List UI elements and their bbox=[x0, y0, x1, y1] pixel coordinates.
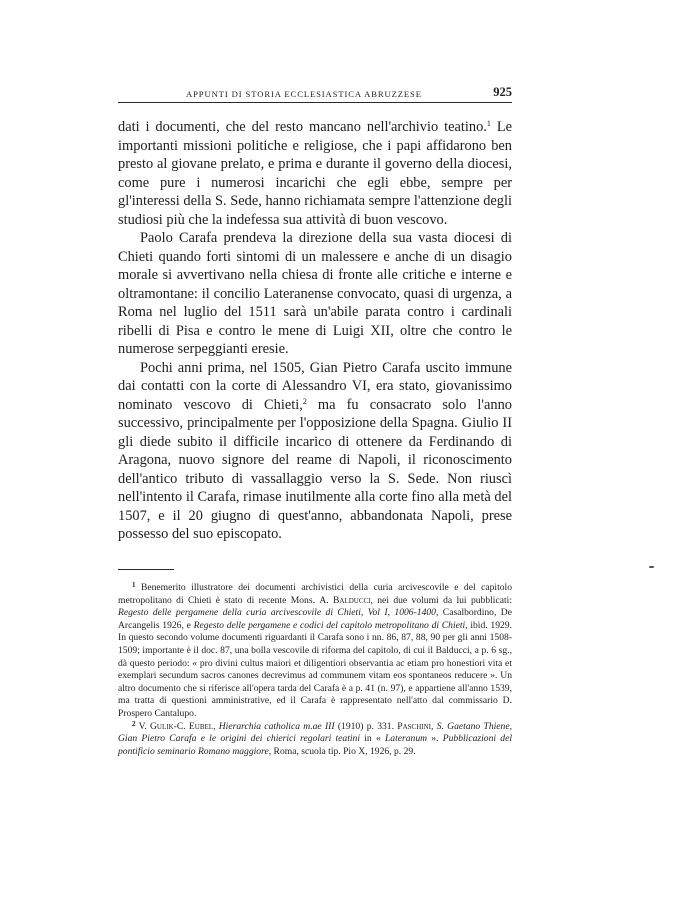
footnote-1-text: Benemerito illustratore dei documenti archivistici della curia arcivescovile e del capitolo metropolitano di Chieti è stato di recente Mons. bbox=[118, 582, 512, 606]
footnote-2-text: (1910) p. 331. bbox=[334, 720, 398, 732]
page-number: 925 bbox=[493, 85, 512, 99]
footnote-2-title: Pubblicazioni del pontificio seminario Romano maggiore bbox=[118, 733, 512, 757]
paragraph-1 bbox=[118, 118, 512, 229]
footnote-2-author: Paschini bbox=[397, 720, 431, 732]
footnote-2-title: S. Gaetano Thiene, Gian Pietro Carafa e le origini dei chierici regolari teatini bbox=[118, 720, 513, 745]
footnote-1-text: , ibid. 1929. In questo secondo volume documenti riguardanti il Carafa sono i nn. 86, 87, 88, 90 per gli anni 1508-1509; importante è il doc. 87, una bolla vescovile di riforma del capitolo, di cui il Balducci, a p. 6 sg., dà questo periodo: « pro divini cultus maiori et diligentiori observantia ac etiam pro honestiori vita et exemplari secundum sacros canones decrevimus ad communem vitam eos spontaneos reducere ». Un altro documento che si riferisce all'opera tarda del Carafa è a p. 41 (n. 97), e appartiene all'anno 1539, ma tratta di questioni amministrative, ed il Carafa è rappresentato nell'atto dal commissario D. Prospero Cantalupo. bbox=[118, 619, 512, 719]
margin-ink-mark bbox=[649, 566, 654, 568]
footnote-1-author: A. Balducci bbox=[319, 594, 371, 606]
footnote-2-text: V. bbox=[138, 720, 150, 732]
footnote-2-text: , bbox=[431, 720, 437, 732]
main-text bbox=[118, 118, 512, 544]
footnote-1-title: Regesto delle pergamene della curia arcivescovile di Chieti, Vol I, 1006-1400 bbox=[118, 607, 436, 619]
footnote-1-title: Regesto delle pergamene e codici del capitolo metropolitano di Chieti bbox=[193, 619, 466, 631]
footnote-1-text: , Casalbordino, De Arcangelis 1926, e bbox=[118, 607, 512, 631]
footnote-2 bbox=[118, 721, 512, 759]
footnote-2-title: Hierarchia catholica m.ae III bbox=[218, 720, 335, 732]
footnote-2-text: ». bbox=[427, 733, 443, 745]
footnote-separator bbox=[118, 569, 174, 570]
footnote-ref-1: 1 bbox=[486, 119, 491, 128]
footnote-2-text: , bbox=[213, 720, 219, 732]
footnote-ref-2: 2 bbox=[302, 396, 307, 406]
running-title: APPUNTI DI STORIA ECCLESIASTICA ABRUZZESE bbox=[186, 89, 422, 99]
footnote-2-author: Gulik-C. Eubel bbox=[150, 720, 214, 732]
paragraph-2: Paolo Carafa prendeva la direzione della sua vasta diocesi di Chieti quando forti sintomi di un malessere e anche di un disagio morale si avvertivano nella chiesa di fronte alle critiche e interne e oltramontane: il concilio Lateranense convocato, quasi di urgenza, a Roma nel luglio del 1511 sarà un'abile parata contro i cardinali ribelli di Pisa e contro le mene di Luigi XII, oltre che contro le numerose serpeggianti eresie. bbox=[118, 230, 512, 357]
running-header bbox=[118, 86, 512, 103]
footnote-2-title: Lateranum bbox=[384, 733, 428, 745]
paragraph-3-part-a: Pochi anni prima, nel 1505, Gian Pietro Carafa uscito immune dai contatti con la corte di Alessandro VI, era stato, giovanissimo nominato vescovo di Chieti, bbox=[118, 359, 512, 413]
footnotes bbox=[118, 582, 512, 758]
paragraph-1-part-a: dati i documenti, che del resto mancano nell'archivio teatino. bbox=[118, 119, 487, 135]
paragraph-3 bbox=[118, 359, 512, 544]
footnote-2-marker: 2 bbox=[132, 719, 136, 728]
footnote-1 bbox=[118, 582, 512, 721]
footnote-1-marker: 1 bbox=[132, 581, 136, 589]
footnote-2-text: , Roma, scuola tip. Pio X, 1926, p. 29. bbox=[268, 745, 416, 757]
paragraph-3-part-b: ma fu consacrato solo l'anno successivo, principalmente per l'opposizione della Spagna. Giulio II gli diede subito il difficile incarico di ottenere da Ferdinando di Aragona, nuovo signore del reame di Napoli, il riconoscimento dell'antico tributo di vassallaggio verso la S. Sede. Non riuscì nell'intento il Carafa, rimase inutilmente alla corte fino alla metà del 1507, e il 20 giugno di quest'anno, abbandonata Napoli, prese possesso del suo episcopato. bbox=[118, 396, 512, 542]
paragraph-1-part-b: Le importanti missioni politiche e religiose, che i papi affidarono ben presto al giovane prelato, e prima e durante il governo della diocesi, come pure i numerosi incarichi che egli ebbe, sempre per gl'interessi della S. Sede, hanno richiamata sempre l'attenzione degli studiosi più che la indefessa sua attività di buon vescovo. bbox=[118, 119, 512, 228]
footnote-2-text: in « bbox=[360, 733, 385, 745]
footnote-1-text: , nei due volumi da lui pubblicati: bbox=[370, 594, 512, 606]
